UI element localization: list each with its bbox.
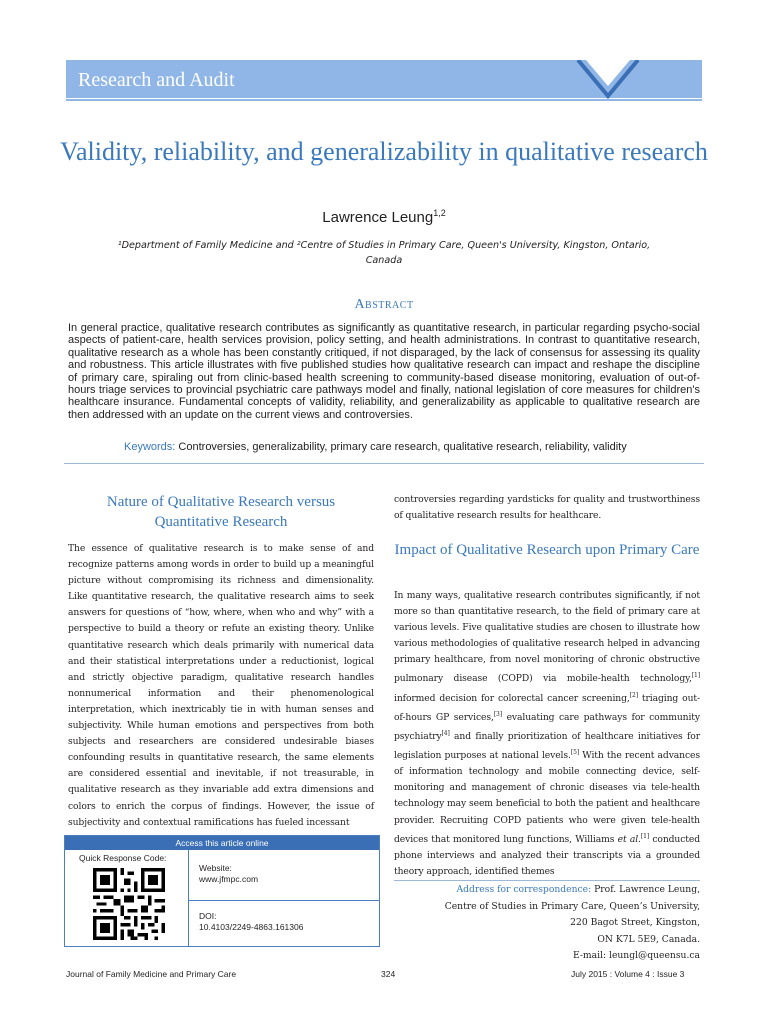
website-label: Website:: [199, 863, 232, 873]
correspondence-label: Address for correspondence:: [456, 884, 592, 895]
citation-ref[interactable]: [5]: [570, 749, 580, 757]
footer-page-number: 324: [381, 969, 396, 979]
citation-ref[interactable]: [1]: [640, 832, 650, 840]
paragraph-part: triaging out-of-hours GP services,: [394, 692, 700, 723]
keywords-line: [124, 441, 724, 453]
section-label: Research and Audit: [78, 69, 235, 91]
citation-ref[interactable]: [1]: [691, 672, 700, 680]
correspondence-name: Prof. Lawrence Leung,: [591, 884, 700, 895]
section-body-nature: The essence of qualitative research is to make sense of and recognize patterns among words in order to build up a meaningful picture without compromising its richness and dimensionality. Like quantitative research, the qualitative research aims to seek answers for questions of “how, where, when who and why” with a perspective to build a theory or refute an existing theory. Unlike quantitative research which deals primarily with numerical data and their statistical interpretations under a reductionist, logical and strictly objective paradigm, qualitative research handles nonnumerical information and their phenomenological interpretation, which inextricably tie in with human senses and subjectivity. While human emotions and perspectives from both subjects and researchers are considered undesirable biases confounding results in quantitative research, the same elements are considered essential and inevitable, if not treasurable, in qualitative research as they invariable add extra dimensions and colors to enrich the corpus of findings. However, the issue of subjectivity and contextual ramifications has fueled incessant: [68, 543, 374, 828]
section-body-impact: [394, 588, 700, 880]
section-banner: [66, 60, 702, 104]
doi-link[interactable]: 10.4103/2249-4863.161306: [199, 922, 304, 932]
footer-issue: July 2015 : Volume 4 : Issue 3: [571, 969, 685, 979]
citation-ref[interactable]: [3]: [493, 710, 503, 718]
citation-ref[interactable]: [2]: [629, 691, 638, 699]
author-affiliation-marks: 1,2: [433, 208, 446, 218]
paragraph-part: informed decision for colorectal cancer screening,: [394, 692, 630, 704]
paragraph-part: and finally prioritization of healthcare initiatives for legislation purposes at national levels.: [394, 731, 700, 762]
section-heading-nature: Nature of Qualitative Research versus Quantitative Research: [106, 494, 336, 530]
paragraph-part: evaluating care pathways for community psychiatry: [394, 711, 700, 742]
paragraph-part: With the recent advances of information technology and mobile connecting device, self-monitoring and management of chronic diseases via tele-health technology may seem beneficial to both the patient and healthcare provider. Recruiting COPD patients who were given tele-health devices that monitored lung functions, Williams: [394, 750, 700, 845]
author-name: Lawrence Leung: [322, 209, 434, 226]
abstract-text: In general practice, qualitative research contributes as significantly as quantitative research, in particular regarding psycho-social aspects of patient-care, health services provision, policy setting, and health administrations. In contrast to quantitative research, qualitative research as a whole has been constantly critiqued, if not disparaged, by the lack of consensus for assessing its quality and robustness. This article illustrates with five published studies how qualitative research can impact and reshape the discipline of primary care, spiraling out from clinic-based health screening to community-based disease monitoring, evaluation of out-of-hours triage services to provincial psychiatric care pathways model and finally, national legislation of core measures for children's healthcare insurance. Fundamental concepts of validity, reliability, and generalizability as applicable to qualitative research are then addressed with an update on the current views and controversies.: [68, 322, 700, 421]
author-line: [0, 208, 768, 226]
correspondence-divider: [394, 880, 700, 881]
et-al: et al.: [617, 833, 641, 845]
correspondence-address: 220 Bagot Street, Kingston,: [570, 917, 700, 928]
website-link[interactable]: www.jfmpc.com: [199, 874, 259, 884]
box-divider-horizontal: [188, 900, 379, 901]
keywords-divider: [64, 463, 704, 464]
keywords-text: Controversies, generalizability, primary care research, qualitative research, reliability, validity: [175, 441, 627, 453]
qr-code-icon[interactable]: [93, 868, 165, 940]
correspondence-name-line: [394, 882, 700, 899]
affiliation: ¹Department of Family Medicine and ²Centre of Studies in Primary Care, Queen's University, Kingston, Ontario, Canada: [117, 240, 651, 266]
doi-label: DOI:: [199, 911, 217, 921]
section-body-continuation: controversies regarding yardsticks for quality and trustworthiness of qualitative research results for healthcare.: [394, 494, 700, 522]
correspondence-address: Centre of Studies in Primary Care, Queen’s University,: [444, 900, 700, 912]
citation-ref[interactable]: [4]: [441, 729, 450, 737]
access-article-box: [64, 835, 380, 947]
correspondence-address: ON K7L 5E9, Canada.: [597, 933, 700, 945]
qr-code-label: Quick Response Code:: [79, 853, 167, 863]
paragraph-part: In many ways, qualitative research contributes significantly, if not more so than quantitative research, to the field of primary care at various levels. Five qualitative studies are chosen to illustrate how various methodologies of qualitative research helped in advancing primary healthcare, from novel monitoring of chronic obstructive pulmonary disease (COPD) via mobile-health technology,: [394, 590, 700, 685]
article-title: Validity, reliability, and generalizability in qualitative research: [60, 137, 708, 166]
correspondence-block: [394, 882, 700, 965]
box-divider-vertical: [188, 850, 189, 946]
abstract-heading: Abstract: [354, 297, 414, 312]
correspondence-email[interactable]: E-mail: leungl@queensu.ca: [572, 950, 700, 961]
paragraph-part: conducted phone interviews and analyzed their transcripts via a grounded theory approach, identified themes: [394, 833, 700, 877]
section-heading-impact: Impact of Qualitative Research upon Primary Care: [394, 542, 700, 558]
access-box-header: Access this article online: [65, 836, 379, 850]
keywords-label: Keywords:: [124, 441, 176, 453]
footer-journal: Journal of Family Medicine and Primary Care: [66, 969, 237, 979]
